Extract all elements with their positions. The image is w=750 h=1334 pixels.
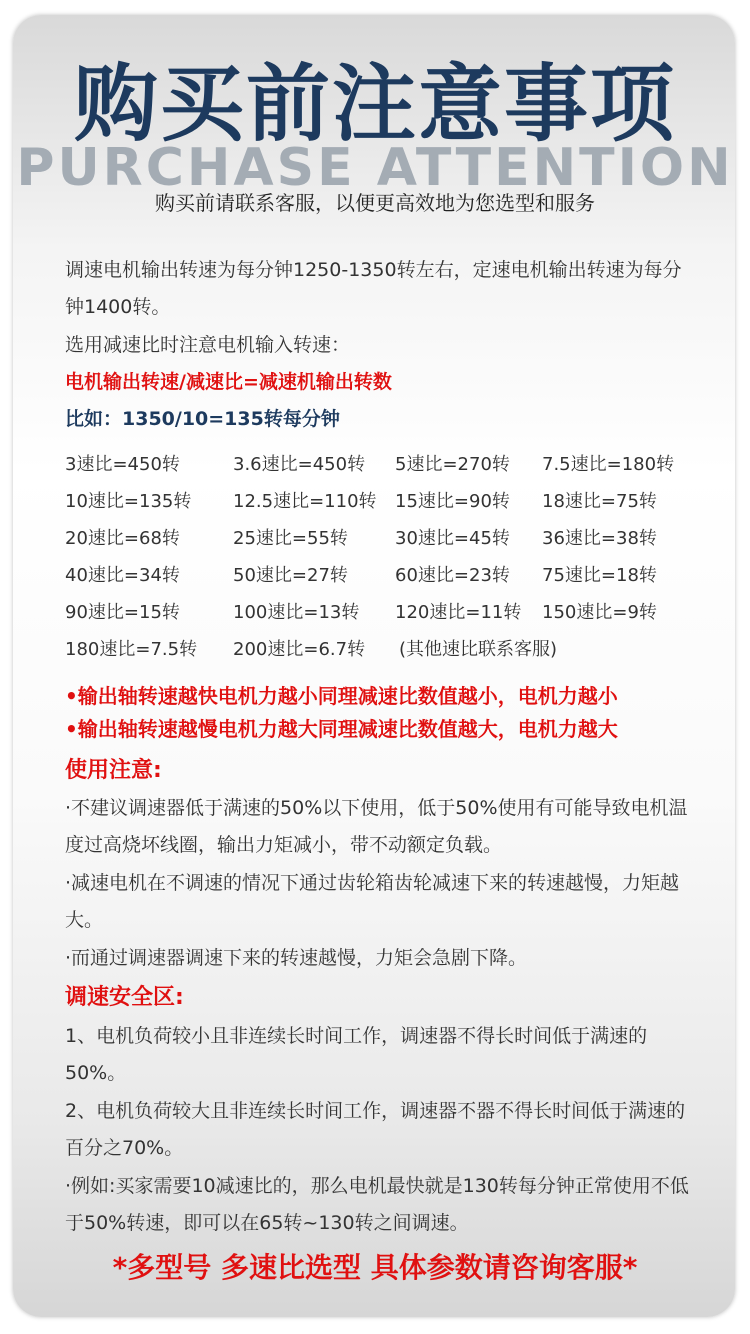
ratio-contact-note: (其他速比联系客服) <box>399 639 558 660</box>
ratio-note-text: 选用减速比时注意电机输入转速： <box>65 334 351 356</box>
ratio-row <box>65 520 715 557</box>
safe-zone-item: 2、电机负荷较大且非连续长时间工作，调速器不器不得长时间低于满速的百分之70%。 <box>65 1100 686 1159</box>
usage-item: ·而通过调速器调速下来的转速越慢，力矩会急剧下降。 <box>65 947 528 969</box>
ratio-cell: 12.5速比=110转 <box>233 491 377 512</box>
speed-force-bullet: •输出轴转速越快电机力越小同理减速比数值越小，电机力越小 <box>65 684 618 708</box>
usage-item: ·不建议调速器低于满速的50%以下使用，低于50%使用有可能导致电机温度过高烧坏线圈，输出力矩减小，带不动额定负载。 <box>65 797 688 856</box>
ratio-cell: 120速比=11转 <box>395 602 522 623</box>
ratio-cell: 5速比=270转 <box>395 454 510 475</box>
page-subtitle: 购买前请联系客服，以便更高效地为您选型和服务 <box>155 191 595 215</box>
ratio-cell: 10速比=135转 <box>65 491 192 512</box>
ratio-cell: 200速比=6.7转 <box>233 639 366 660</box>
ratio-cell: 90速比=15转 <box>65 602 180 623</box>
ratio-cell: 75速比=18转 <box>542 565 657 586</box>
footer-cta: *多型号 多速比选型 具体参数请咨询客服* <box>112 1251 638 1284</box>
ratio-row <box>65 483 715 520</box>
ratio-cell: 7.5速比=180转 <box>542 454 675 475</box>
ratio-row <box>65 557 715 594</box>
speed-info-text: 调速电机输出转速为每分钟1250-1350转左右，定速电机输出转速为每分钟1400转。 <box>65 259 682 318</box>
ratio-cell: 30速比=45转 <box>395 528 510 549</box>
ratio-cell: 60速比=23转 <box>395 565 510 586</box>
ratio-cell: 150速比=9转 <box>542 602 657 623</box>
ratio-cell: 180速比=7.5转 <box>65 639 198 660</box>
ratio-cell: 15速比=90转 <box>395 491 510 512</box>
ratio-cell: 100速比=13转 <box>233 602 360 623</box>
ratio-cell: 3.6速比=450转 <box>233 454 366 475</box>
safe-zone-item: 1、电机负荷较小且非连续长时间工作，调速器不得长时间低于满速的50%。 <box>65 1025 648 1084</box>
ratio-row <box>65 594 715 631</box>
ratio-cell: 25速比=55转 <box>233 528 348 549</box>
ratio-cell: 36速比=38转 <box>542 528 657 549</box>
ratio-cell: 20速比=68转 <box>65 528 180 549</box>
ratio-cell: 50速比=27转 <box>233 565 348 586</box>
ratio-row <box>65 446 715 483</box>
usage-heading: 使用注意: <box>65 758 162 783</box>
safe-zone-item: ·例如:买家需要10减速比的，那么电机最快就是130转每分钟正常使用不低于50%转速，即可以在65转~130转之间调速。 <box>65 1175 689 1234</box>
ratio-row <box>65 631 715 668</box>
speed-force-bullet: •输出轴转速越慢电机力越大同理减速比数值越大，电机力越大 <box>65 717 618 741</box>
ratio-cell: 18速比=75转 <box>542 491 657 512</box>
page-title-english: PURCHASE ATTENTION <box>16 138 734 198</box>
formula-text: 电机输出转速/减速比=减速机输出转数 <box>65 371 392 393</box>
usage-item: ·减速电机在不调速的情况下通过齿轮箱齿轮减速下来的转速越慢，力矩越大。 <box>65 872 680 931</box>
example-text: 比如：1350/10=135转每分钟 <box>65 408 340 430</box>
ratio-table <box>65 446 715 668</box>
safe-zone-heading: 调速安全区: <box>65 985 184 1010</box>
ratio-cell: 40速比=34转 <box>65 565 180 586</box>
ratio-cell: 3速比=450转 <box>65 454 180 475</box>
page-title: 购买前注意事项 <box>73 55 676 153</box>
